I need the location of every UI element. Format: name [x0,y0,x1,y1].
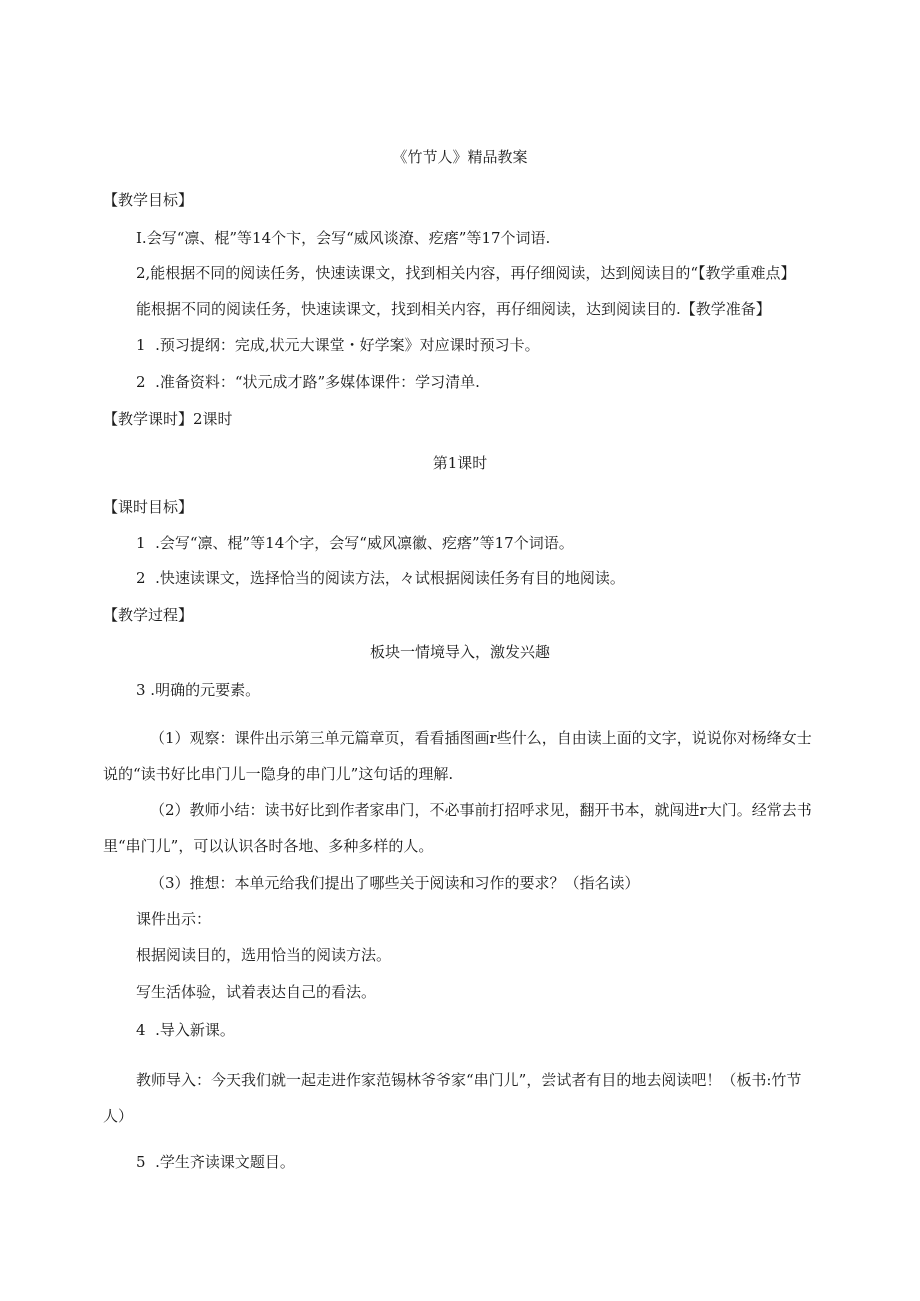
courseware-label: 课件出示： [136,910,212,928]
key-points: 能根据不同的阅读任务，快速读课文，找到相关内容，再仔细阅读，达到阅读目的.【教学准备】 [136,300,771,318]
lesson-title: 第1课时 [432,454,488,472]
periods-line: 【教学课时】2课时 [103,410,233,428]
prep-item-2: 2 .准备资料：“状元成才路”多媒体课件：学习清单. [136,373,480,391]
intro-line-1: 教师导入：今天我们就一起走进作家范锡林爷爷家“串门儿”，尝试者有目的地去阅读吧！（板书:竹节 [136,1071,802,1089]
summary-line-2: 里“串门儿”，可以认识各时各地、多种多样的人。 [103,837,434,855]
prep-item-1: 1 .预习提纲：完成,状元大课堂・好学案》对应课时预习卡。 [136,336,540,354]
observe-line-2: 说的“读书好比串门儿一隐身的串门儿”这句话的理解. [103,765,454,783]
step-4: 4 .导入新课。 [136,1021,235,1039]
step-3: 3 .明确的元要素。 [136,681,261,699]
observe-line-1: （1）观察：课件出示第三单元篇章页，看看插图画r些什么，自由读上面的文字，说说你对杨绛女士 [150,729,812,747]
document-title: 《竹节人》精品教案 [392,148,528,166]
guess-line: （3）推想：本单元给我们提出了哪些关于阅读和习作的要求？（指名读） [150,874,640,892]
block-1-title: 板块一情境导入，激发兴趣 [369,643,550,661]
lesson-objective-2: 2 .快速读课文，选择恰当的阅读方法，々试根据阅读任务有目的地阅读。 [136,569,625,587]
courseware-item-1: 根据阅读目的，选用恰当的阅读方法。 [136,946,392,964]
process-heading: 【教学过程】 [103,606,194,624]
intro-line-2: 人） [103,1107,134,1125]
objectives-heading: 【教学目标】 [103,191,194,209]
objective-1: I.会写“凛、棍”等14个卞，会写“威风谈潦、疙瘩”等17个词语. [136,229,551,247]
summary-line-1: （2）教师小结：读书好比到作者家串门，不必事前打招呼求见，翻开书本，就闯进r大门。经常去书 [150,801,812,819]
courseware-item-2: 写生活体验，试着表达自己的看法。 [136,983,377,1001]
objective-2: 2,能根据不同的阅读任务，快速读课文，找到相关内容，再仔细阅读，达到阅读目的“【教学重难点】 [136,264,796,282]
lesson-objectives-heading: 【课时目标】 [103,498,194,516]
step-5: 5 .学生齐读课文题目。 [136,1153,295,1171]
lesson-objective-1: 1 .会写“凛、棍”等14个字，会写“威风凛徽、疙瘩”等17个词语。 [136,534,574,552]
